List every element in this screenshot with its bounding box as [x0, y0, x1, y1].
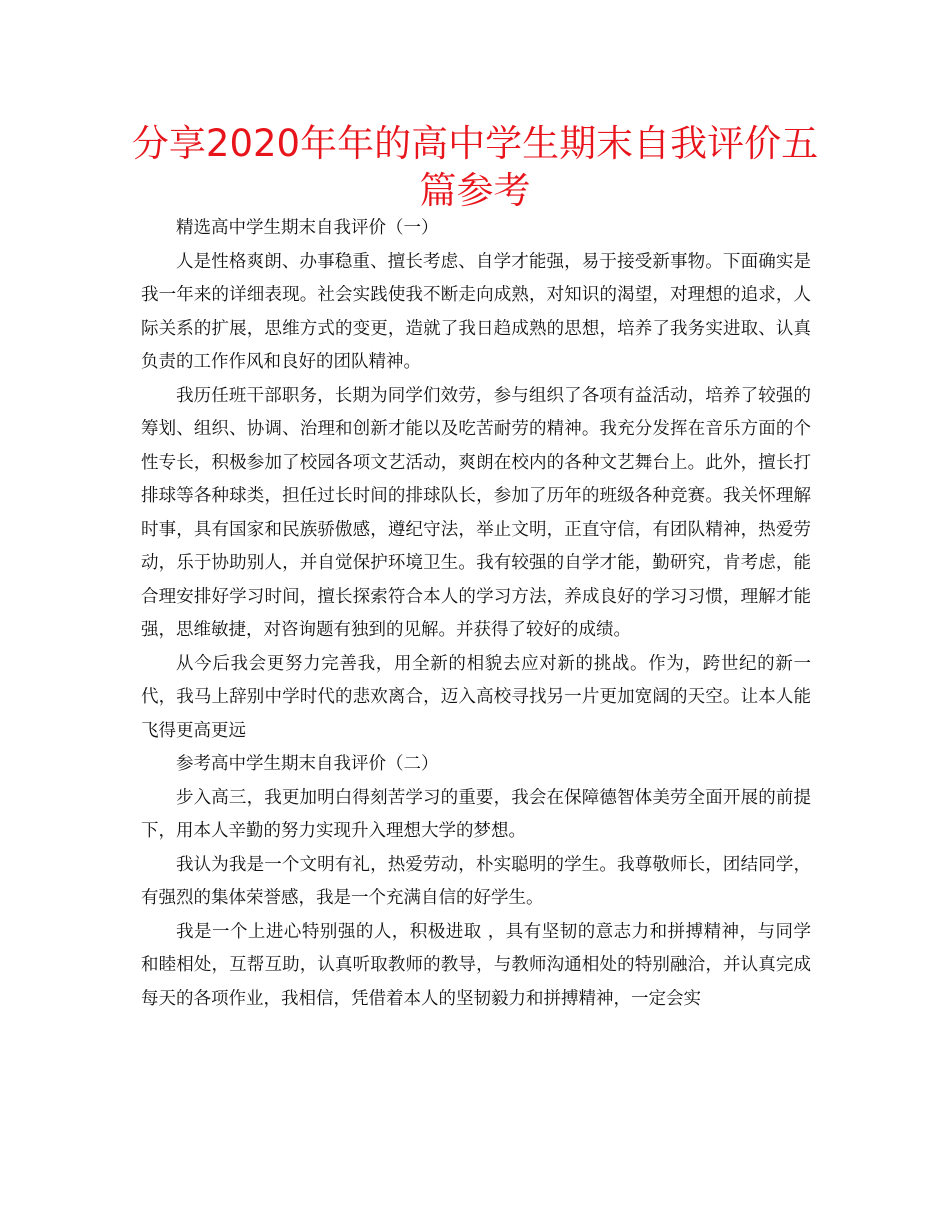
paragraph: 步入高三，我更加明白得刻苦学习的重要，我会在保障德智体美劳全面开展的前提下，用本人辛勤的努力实现升入理想大学的梦想。: [141, 787, 811, 841]
paragraph: 我历任班干部职务，长期为同学们效劳，参与组织了各项有益活动，培养了较强的筹划、组织、协调、治理和创新才能以及吃苦耐劳的精神。我充分发挥在音乐方面的个性专长，积极参加了校园各项文艺活动，爽朗在校内的各种文艺舞台上。此外，擅长打排球等各种球类，担任过长时间的排球队长，参加了历年的班级各种竞赛。我关怀理解时事，具有国家和民族骄傲感，遵纪守法，举止文明，正直守信，有团队精神，热爱劳动，乐于协助别人，并自觉保护环境卫生。我有较强的自学才能，勤研究，肯考虑，能合理安排好学习时间，擅长探索符合本人的学习方法，养成良好的学习习惯，理解才能强，思维敏捷，对咨询题有独到的见解。并获得了较好的成绩。: [141, 385, 811, 640]
paragraph: 从今后我会更努力完善我，用全新的相貌去应对新的挑战。作为，跨世纪的新一代，我马上辞别中学时代的悲欢离合，迈入高校寻找另一片更加宽阔的天空。让本人能飞得更高更远: [141, 653, 811, 741]
paragraph: 人是性格爽朗、办事稳重、擅长考虑、自学才能强，易于接受新事物。下面确实是我一年来的详细表现。社会实践使我不断走向成熟，对知识的渴望，对理想的追求，人际关系的扩展，思维方式的变更，造就了我日趋成熟的思想，培养了我务实进取、认真负责的工作作风和良好的团队精神。: [141, 251, 811, 372]
document-title: 分享2020年年的高中学生期末自我评价五篇参考: [131, 122, 819, 212]
paragraph: 我是一个上进心特别强的人，积极进取 ，具有坚韧的意志力和拼搏精神，与同学和睦相处，互帮互助，认真听取教师的教导，与教师沟通相处的特别融洽，并认真完成每天的各项作业，我相信，凭借着本人的坚韧毅力和拼搏精神，一定会实: [141, 921, 811, 1009]
document-body: [141, 212, 811, 1016]
section-heading: 参考高中学生期末自我评价（二）: [176, 754, 439, 774]
section-heading: 精选高中学生期末自我评价（一）: [176, 218, 439, 238]
paragraph: 我认为我是一个文明有礼，热爱劳动，朴实聪明的学生。我尊敬师长，团结同学，有强烈的集体荣誉感，我是一个充满自信的好学生。: [141, 854, 811, 908]
